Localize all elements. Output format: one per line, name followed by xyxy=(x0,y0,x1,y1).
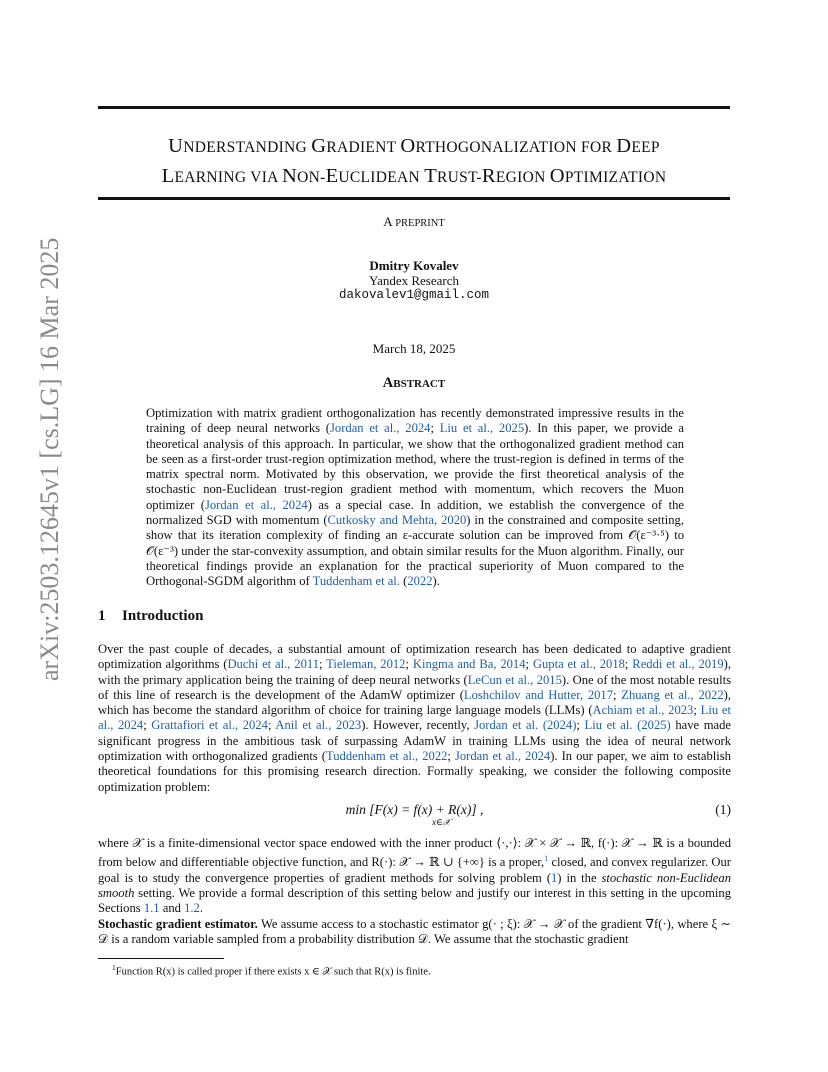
title-w7-cap: E xyxy=(325,165,339,187)
intro-text-run: ; xyxy=(525,657,533,672)
citation-link[interactable]: Tuddenham et al., 2022 xyxy=(326,749,448,764)
citation-link[interactable]: Jordan et al. (2024) xyxy=(474,718,577,733)
title-line-2 xyxy=(98,162,730,192)
title-w10-rest: PTIMIZATION xyxy=(564,169,667,186)
section-title: Introduction xyxy=(122,608,204,624)
author-affiliation: Yandex Research xyxy=(368,273,460,288)
citation-link[interactable]: Achiam et al., 2023 xyxy=(592,703,694,718)
author-email[interactable]: dakovalev1@gmail.com xyxy=(338,288,490,302)
abstract-text-run: ). In this paper, we provide a theoretical analysis of this approach. In particular, we show that the orthogonalized gradient method can be seen as a first-order trust-region optimization method, where the trust-region is defined in terms of the matrix spectral norm. Motivated by this observation, we provide the first theoretical analysis of the stochastic non-Euclidean trust-region gradient method with momentum, which recovers the Muon optimizer ( xyxy=(146,421,684,512)
arxiv-stamp-text: arXiv:2503.12645v1 [cs.LG] 16 Mar 2025 xyxy=(35,237,64,681)
title-w4-rest: EEP xyxy=(631,139,660,156)
citation-link[interactable]: Cutkosky and Mehta, 2020 xyxy=(327,513,467,528)
emphasis-text: stochastic non-Euclidean smooth xyxy=(98,870,731,901)
paper-title xyxy=(98,132,730,192)
abstract-heading xyxy=(0,375,828,392)
title-rule-bottom xyxy=(98,197,730,200)
abstract-text xyxy=(146,406,684,590)
citation-link[interactable]: Zhuang et al., 2022 xyxy=(621,687,724,702)
paper-date: March 18, 2025 xyxy=(372,341,456,356)
intro-paragraph xyxy=(98,642,731,795)
title-w10-cap: O xyxy=(549,165,565,187)
abstract-text-run: ; xyxy=(430,421,440,436)
equation-ref-link[interactable]: 1 xyxy=(551,870,558,885)
para-text-run: and xyxy=(159,901,185,916)
citation-link[interactable]: Jordan et al., 2024 xyxy=(454,749,551,764)
footnote-rule xyxy=(98,958,224,959)
preprint-cap: A xyxy=(383,214,393,229)
citation-link[interactable]: Grattafiori et al., 2024 xyxy=(151,718,268,733)
citation-link[interactable]: Reddi et al., 2019 xyxy=(632,657,724,672)
citation-link[interactable]: 2022 xyxy=(407,574,433,589)
para-text-run: setting. We provide a formal description of this setting below and justify our interest in this setting in the upcoming Sections xyxy=(98,886,731,916)
citation-link[interactable]: Tieleman, 2012 xyxy=(326,657,406,672)
equation-1 xyxy=(98,800,731,830)
intro-text-run: ; xyxy=(143,718,152,733)
section-heading xyxy=(98,608,203,625)
equation-body: min [F(x) = f(x) + R(x)] , xyxy=(345,802,484,817)
section-ref-link[interactable]: 1.2 xyxy=(184,901,200,916)
intro-text-run: ; xyxy=(576,718,585,733)
intro-text-run: ). In our paper, we aim to establish theoretical foundations for this promising research direction. Formally speaking, we consider the following composite optimization problem: xyxy=(98,749,731,794)
intro-text-run: ). However, recently, xyxy=(361,718,475,733)
footnote-text: Function R(x) is called proper if there exists x ∈ 𝒳 such that R(x) is finite. xyxy=(115,966,431,978)
citation-link[interactable]: Liu et al., 2024 xyxy=(98,703,731,733)
abstract-text-run: ( xyxy=(399,574,408,589)
intro-text-run: ; xyxy=(693,703,701,718)
title-w7-rest: UCLIDEAN xyxy=(338,169,425,186)
section-number: 1 xyxy=(98,608,106,624)
paragraph-lead: Stochastic gradient estimator. xyxy=(98,917,258,931)
title-w5-cap: L xyxy=(161,165,175,187)
author-name: Dmitry Kovalev xyxy=(369,258,459,273)
title-w8-rest: RUST- xyxy=(437,169,482,186)
citation-link[interactable]: Gupta et al., 2018 xyxy=(532,657,625,672)
title-w6-cap: N xyxy=(282,165,298,187)
title-w5-rest: EARNING VIA xyxy=(174,169,282,186)
title-w2-cap: G xyxy=(311,135,327,157)
title-w1-rest: NDERSTANDING xyxy=(183,139,312,156)
citation-link[interactable]: Jordan et al., 2024 xyxy=(330,421,431,436)
equation-subscript: x∈𝒳 xyxy=(432,817,451,827)
citation-link[interactable]: LeCun et al., 2015 xyxy=(467,672,562,687)
citation-link[interactable]: Kingma and Ba, 2014 xyxy=(412,657,526,672)
stochastic-estimator-paragraph xyxy=(98,917,731,948)
intro-text-run: ), which has become the standard algorithm of choice for training large language models (LLMs) ( xyxy=(98,687,731,718)
intro-text-run: ; xyxy=(319,657,327,672)
abstract-heading-rest: BSTRACT xyxy=(393,378,446,390)
citation-link[interactable]: Loshchilov and Hutter, 2017 xyxy=(463,687,614,702)
abstract-text-run: ) in the constrained and composite setting, show that its iteration complexity of finding an ε-accurate solution can be improved from 𝒪(ε⁻³·⁵) to 𝒪(ε⁻³) under the star-convexity assumption, and obtain similar results for the Muon algorithm. Finally, our theoretical findings provide an explanation for the practical superiority of Muon compared to the Orthogonal-SGDM algorithm of xyxy=(146,513,684,589)
title-w9-cap: R xyxy=(481,165,496,187)
title-line-1 xyxy=(98,132,730,162)
abstract-heading-cap: A xyxy=(382,375,394,391)
intro-text-run: ; xyxy=(624,657,633,672)
abstract-text-run: ). xyxy=(432,574,440,589)
para-text-run: ) in the xyxy=(557,870,602,885)
intro-text-run: Over the past couple of decades, a substantial amount of optimization research has been dedicated to adaptive gradient optimization algorithms ( xyxy=(98,642,731,672)
abstract-text-run: ) as a special case. In addition, we establish the convergence of the normalized SGD with momentum ( xyxy=(146,497,685,528)
intro-text-run: ; xyxy=(267,718,276,733)
citation-link[interactable]: Tuddenham et al. xyxy=(312,574,400,589)
para-text-run: We assume access to a stochastic estimator g(· ; ξ): 𝒳 → 𝒳 of the gradient ∇f(·), where ξ ∼ 𝒟 is a random variable sampled from a probability distribution 𝒟. We assume that the stochastic gradient xyxy=(98,917,731,947)
citation-link[interactable]: Liu et al. (2025) xyxy=(584,718,671,733)
citation-link[interactable]: Liu et al., 2025 xyxy=(439,421,525,436)
abstract-text-run: Optimization with matrix gradient orthogonalization has recently demonstrated impressive results in the training of deep neural networks ( xyxy=(146,406,684,436)
title-w3-cap: O xyxy=(400,135,416,157)
intro-text-run: ; xyxy=(613,687,622,702)
para-text-run: . xyxy=(199,901,203,916)
footnote-marker-link[interactable]: 1 xyxy=(544,854,549,864)
section-ref-link[interactable]: 1.1 xyxy=(143,901,160,916)
problem-description-paragraph xyxy=(98,836,731,917)
author-block xyxy=(0,258,828,303)
footnote xyxy=(112,963,431,979)
citation-link[interactable]: Duchi et al., 2011 xyxy=(227,657,320,672)
title-w1-cap: U xyxy=(168,135,184,157)
para-text-run: where 𝒳 is a finite-dimensional vector space endowed with the inner product ⟨·,·⟩: 𝒳 × 𝒳 → ℝ, f(·): 𝒳 → ℝ is a bounded from below and differentiable objective function, and R(·): 𝒳 → ℝ ∪ {+∞} is a proper, xyxy=(98,836,731,870)
title-w2-rest: RADIENT xyxy=(326,139,401,156)
para-text-run: closed, and convex regularizer. Our goal is to study the convergence properties of gradient methods for solving problem ( xyxy=(98,855,731,885)
preprint-rest: PREPRINT xyxy=(392,218,445,229)
preprint-label xyxy=(0,214,828,230)
footnote-mark: 1 xyxy=(112,963,116,972)
intro-text-run: ). One of the most notable results of this line of research is the development of the AdamW optimizer ( xyxy=(98,672,731,702)
title-rule-top xyxy=(98,106,730,109)
title-w6-rest: ON- xyxy=(297,169,326,186)
title-w3-rest: RTHOGONALIZATION FOR xyxy=(415,139,617,156)
citation-link[interactable]: Jordan et al., 2024 xyxy=(204,497,308,512)
title-w9-rest: EGION xyxy=(495,169,550,186)
intro-text-run: ; xyxy=(405,657,413,672)
title-w8-cap: T xyxy=(424,165,438,187)
intro-text-run: ; xyxy=(447,749,455,764)
citation-link[interactable]: Anil et al., 2023 xyxy=(275,718,362,733)
equation-number: (1) xyxy=(715,802,731,817)
intro-text-run: have made significant progress in the ambitious task of surpassing AdamW in training LLMs using the idea of neural network optimization with orthogonalized gradients ( xyxy=(98,718,731,764)
intro-text-run: ), with the primary application being the training of deep neural networks ( xyxy=(98,657,731,687)
title-w4-cap: D xyxy=(616,135,632,157)
